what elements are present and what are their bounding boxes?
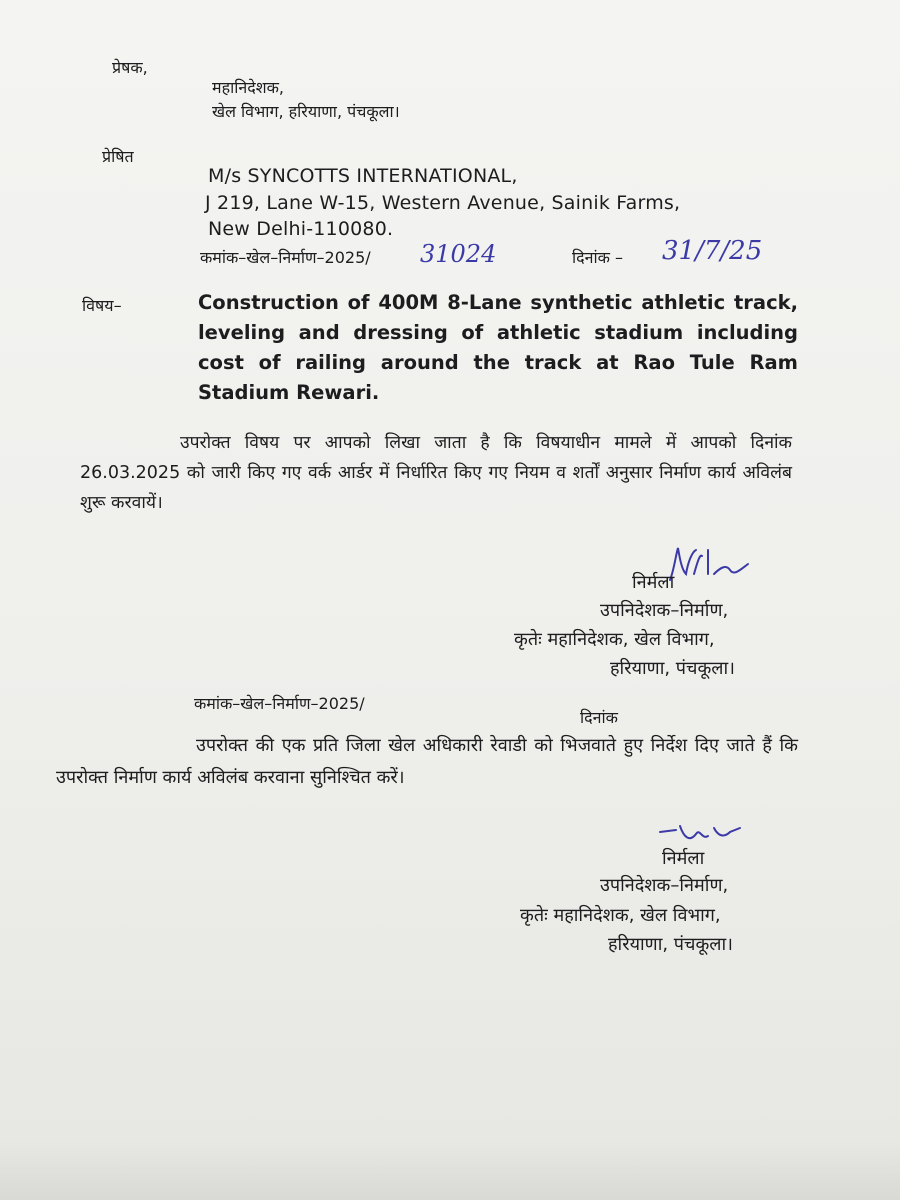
signatory-2-place: हरियाणा, पंचकूला। xyxy=(608,934,733,955)
signatory-1-designation: उपनिदेशक–निर्माण, xyxy=(600,600,729,621)
copy-date-label: दिनांक xyxy=(580,708,618,727)
date-label: दिनांक – xyxy=(572,248,624,267)
subject-label: विषय– xyxy=(82,296,122,315)
sender-label: प्रेषक, xyxy=(112,58,148,77)
signatory-2-designation: उपनिदेशक–निर्माण, xyxy=(600,875,729,896)
recipient-line-2: J 219, Lane W-15, Western Avenue, Sainik Farms, xyxy=(205,192,681,214)
reference-number: कमांक–खेल–निर्माण–2025/ xyxy=(200,248,371,267)
reference-number-handwritten: 31024 xyxy=(420,240,497,268)
date-handwritten: 31/7/25 xyxy=(662,236,763,266)
signatory-2-name: निर्मला xyxy=(662,848,705,869)
sender-line-2: खेल विभाग, हरियाणा, पंचकूला। xyxy=(212,102,400,121)
signatory-2-on-behalf: कृतेः महानिदेशक, खेल विभाग, xyxy=(520,905,721,926)
sender-line-1: महानिदेशक, xyxy=(212,78,284,97)
subject-text: Construction of 400M 8-Lane synthetic athletic track, leveling and dressing of athletic stadium including cost of railing around the track at Rao Tule Ram Stadium Rewari. xyxy=(198,291,798,404)
signatory-1-name: निर्मला xyxy=(632,572,675,593)
signature-mark-1 xyxy=(664,540,754,590)
signatory-1-place: हरियाणा, पंचकूला। xyxy=(610,658,735,679)
copy-paragraph: उपरोक्त की एक प्रति जिला खेल अधिकारी रेवाडी को भिजवाते हुए निर्देश दिए जाते हैं कि उपरोक्त निर्माण कार्य अविलंब करवाना सुनिश्चित करें। xyxy=(56,735,798,788)
signatory-1-on-behalf: कृतेः महानिदेशक, खेल विभाग, xyxy=(514,629,715,650)
recipient-line-1: M/s SYNCOTTS INTERNATIONAL, xyxy=(208,165,518,187)
copy-reference-number: कमांक–खेल–निर्माण–2025/ xyxy=(194,694,365,713)
recipient-line-3: New Delhi-110080. xyxy=(208,218,394,240)
body-paragraph: उपरोक्त विषय पर आपको लिखा जाता है कि विषयाधीन मामले में आपको दिनांक 26.03.2025 को जारी किए गए वर्क आर्डर में निर्धारित किए गए नियम व शर्तों अनुसार निर्माण कार्य अविलंब शुरू करवायें। xyxy=(80,433,792,513)
recipient-label: प्रेषित xyxy=(102,147,134,166)
